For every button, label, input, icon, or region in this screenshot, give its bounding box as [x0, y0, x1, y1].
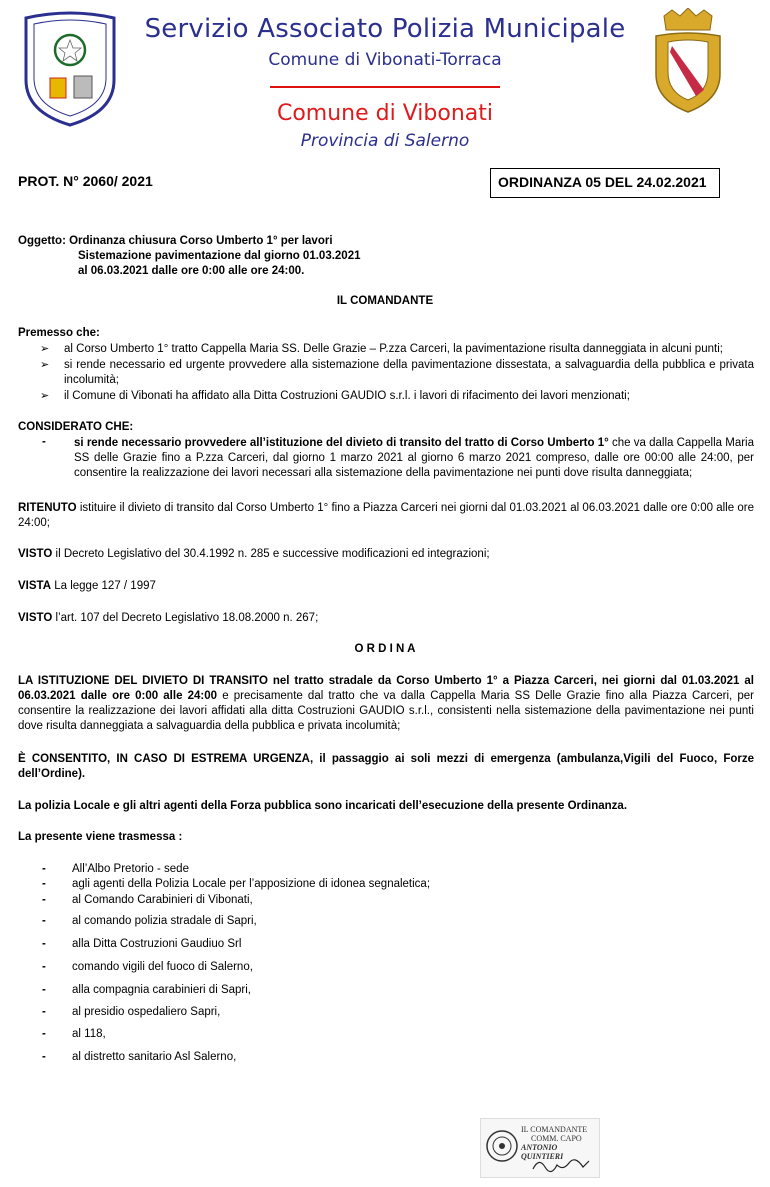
visto-decreto-285: [18, 547, 754, 562]
oggetto-line-3: al 06.03.2021 dalle ore 0:00 alle ore 24:00.: [78, 265, 305, 277]
ordina-heading: O R D I N A: [354, 643, 416, 655]
dash-bullet: -: [42, 915, 46, 927]
premesso-item: al Corso Umberto 1° tratto Cappella Maria SS. Delle Grazie – P.zza Carceri, la pavimentazione risulta danneggiata in alcuni punti;: [64, 343, 723, 355]
signature-stamp: [480, 1118, 600, 1178]
dash-bullet: -: [42, 1028, 46, 1040]
considerato-text: [74, 436, 754, 481]
polizia-paragraph: La polizia Locale e gli altri agenti della Forza pubblica sono incaricati dell’esecuzione della presente Ordinanza.: [18, 800, 628, 812]
handwritten-signature: [531, 1155, 591, 1175]
recipient-item: alla Ditta Costruzioni Gaudiuo Srl: [72, 938, 242, 950]
dash-bullet: -: [42, 961, 46, 973]
recipient-item: al 118,: [72, 1028, 106, 1040]
recipient-item: agli agenti della Polizia Locale per l’apposizione di idonea segnaletica;: [72, 878, 431, 890]
vista-label: VISTA: [18, 580, 52, 592]
arrow-bullet-icon: ➢: [40, 390, 50, 402]
premesso-label: Premesso che:: [18, 327, 100, 339]
premesso-item: il Comune di Vibonati ha affidato alla Ditta Costruzioni GAUDIO s.r.l. i lavori di rifacimento dei lavori menzionati;: [64, 390, 630, 402]
arrow-bullet-icon: ➢: [40, 359, 50, 371]
protocol-number: PROT. N° 2060/ 2021: [18, 173, 153, 189]
visto-label: VISTO: [18, 612, 53, 624]
recipient-item: alla compagnia carabinieri di Sapri,: [72, 984, 251, 996]
ordinanza-reference-box: [490, 168, 720, 198]
il-comandante-heading: IL COMANDANTE: [336, 295, 434, 307]
recipient-item: al Comando Carabinieri di Vibonati,: [72, 894, 253, 906]
recipient-item: All’Albo Pretorio - sede: [72, 863, 189, 875]
dash-bullet: -: [42, 938, 46, 950]
ordina-bold: LA ISTITUZIONE DEL DIVIETO DI TRANSITO nel tratto stradale da Corso Umberto 1° a Piazza Carceri, nei giorni dal 01.03.2021 al 06.03.2021 dalle ore 0:00 alle 24:00: [18, 675, 754, 702]
vista-legge-127: [18, 579, 754, 594]
recipient-item: al comando polizia stradale di Sapri,: [72, 915, 257, 927]
considerato-rest: che va dalla Cappella Maria SS delle Grazie fino a P.zza Carceri, dal giorno 1 marzo 2021 al giorno 6 marzo 2021 compreso, dalle ore 00:00 alle 24:00, per consentire la realizzazione dei lavori necessari alla sistemazione della pavimentazione nei punti dove risulta danneggiata;: [74, 437, 754, 479]
trasmessa-label: La presente viene trasmessa :: [18, 831, 183, 843]
ordina-rest: e precisamente dal tratto che va dalla Cappella Maria SS Delle Grazie fino alla Piazza Carceri, per consentire la realizzazione dei lavori affidati alla ditta Costruzioni GAUDIO s.r.l., consistenti nella sistemazione della pavimentazione nei punti dove risulta danneggiata a salvaguardia della pubblica e privata incolumità;: [18, 690, 755, 732]
recipient-item: comando vigili del fuoco di Salerno,: [72, 961, 253, 973]
considerato-bold: si rende necessario provvedere all’istituzione del divieto di transito del tratto di Corso Umberto 1°: [74, 437, 609, 449]
visto-decreto-267: [18, 611, 754, 626]
ritenuto-text: istituire il divieto di transito dal Corso Umberto 1° fino a Piazza Carceri nei giorni dal 01.03.2021 al 06.03.2021 dalle ore 0:00 alle ore 24:00;: [18, 502, 754, 529]
ritenuto-paragraph: [18, 501, 754, 531]
stamp-rank: COMM. CAPO: [531, 1134, 582, 1143]
recipient-item: al presidio ospedaliero Sapri,: [72, 1006, 221, 1018]
header-divider: [270, 86, 500, 88]
ordina-paragraph: [18, 674, 754, 734]
vista-text: La legge 127 / 1997: [51, 580, 156, 592]
oggetto-line-1: Oggetto: Ordinanza chiusura Corso Umberto 1° per lavori: [18, 235, 333, 247]
premesso-item: si rende necessario ed urgente provvedere alla sistemazione della pavimentazione dissestata, a salvaguardia della pubblica e privata incolumità;: [64, 359, 754, 386]
dash-bullet: -: [42, 1006, 46, 1018]
ordinanza-reference: ORDINANZA 05 DEL 24.02.2021: [498, 174, 707, 190]
oggetto-line-2: Sistemazione pavimentazione dal giorno 01.03.2021: [78, 250, 361, 262]
visto-text: il Decreto Legislativo del 30.4.1992 n. 285 e successive modificazioni ed integrazioni;: [52, 548, 490, 560]
dash-bullet: -: [42, 436, 46, 448]
dash-bullet: -: [42, 894, 46, 906]
dash-bullet: -: [42, 1051, 46, 1063]
recipient-item: al distretto sanitario Asl Salerno,: [72, 1051, 237, 1063]
header-comune: Comune di Vibonati: [276, 101, 493, 126]
header-provincia: Provincia di Salerno: [300, 131, 470, 151]
dash-bullet: -: [42, 984, 46, 996]
stamp-seal-icon: [485, 1129, 519, 1163]
visto-text: l’art. 107 del Decreto Legislativo 18.08.2000 n. 267;: [52, 612, 319, 624]
header-subtitle: Comune di Vibonati-Torraca: [268, 50, 502, 70]
arrow-bullet-icon: ➢: [40, 343, 50, 355]
considerato-label: CONSIDERATO CHE:: [18, 421, 134, 433]
dash-bullet: -: [42, 863, 46, 875]
visto-label: VISTO: [18, 548, 53, 560]
stamp-title: IL COMANDANTE: [521, 1125, 588, 1134]
stamp-name: ANTONIO QUINTIERI: [521, 1143, 564, 1161]
ritenuto-label: RITENUTO: [18, 502, 77, 514]
header-title: Servizio Associato Polizia Municipale: [144, 14, 626, 44]
consentito-paragraph: È CONSENTITO, IN CASO DI ESTREMA URGENZA, il passaggio ai soli mezzi di emergenza (ambulanza,Vigili del Fuoco, Forze dell’Ordine).: [18, 753, 754, 780]
dash-bullet: -: [42, 878, 46, 890]
